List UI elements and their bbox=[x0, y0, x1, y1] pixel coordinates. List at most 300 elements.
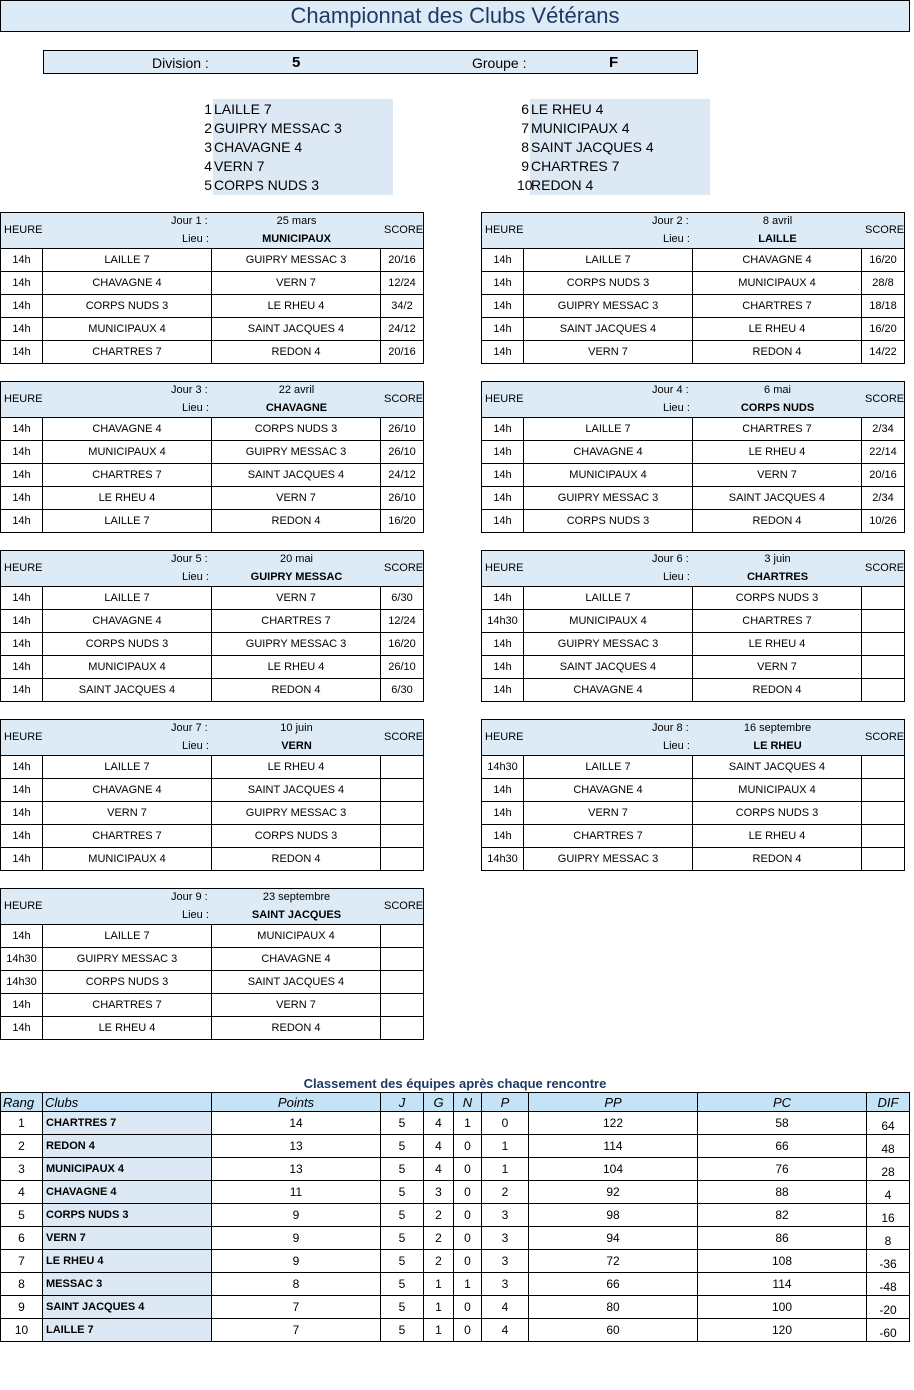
ranking-cell-won: 2 bbox=[424, 1227, 454, 1249]
match-time: 14h bbox=[482, 510, 524, 532]
ranking-cell-draw: 0 bbox=[454, 1319, 482, 1341]
match-score: 24/12 bbox=[388, 323, 416, 335]
match-time: 14h bbox=[482, 318, 524, 340]
ranking-cell-points-against: 86 bbox=[698, 1227, 867, 1249]
round-day: Jour 3 : bbox=[171, 384, 208, 396]
match-home-team: CORPS NUDS 3 bbox=[524, 272, 693, 294]
match-score: 26/10 bbox=[388, 446, 416, 458]
ranking-cell-difference: -20 bbox=[879, 1303, 897, 1317]
ranking-cell-played: 5 bbox=[381, 1227, 424, 1249]
ranking-cell-club: CORPS NUDS 3 bbox=[43, 1204, 212, 1226]
ranking-cell-won: 4 bbox=[424, 1158, 454, 1180]
match-home-team: CORPS NUDS 3 bbox=[524, 510, 693, 532]
team-list-item bbox=[204, 175, 320, 194]
ranking-cell-draw: 0 bbox=[454, 1227, 482, 1249]
match-time: 14h bbox=[482, 249, 524, 271]
match-score bbox=[862, 679, 904, 701]
ranking-cell-points-against: 120 bbox=[698, 1319, 867, 1341]
match-home-team: SAINT JACQUES 4 bbox=[524, 656, 693, 678]
match-time: 14h30 bbox=[1, 948, 43, 970]
match-score: 24/12 bbox=[388, 469, 416, 481]
match-row bbox=[481, 656, 905, 679]
ranking-cell-rank: 3 bbox=[1, 1158, 43, 1180]
round-venue: CHAVAGNE bbox=[265, 402, 328, 414]
match-score bbox=[381, 802, 423, 824]
round-table bbox=[0, 888, 424, 1041]
ranking-cell-lost: 3 bbox=[482, 1250, 529, 1272]
match-row bbox=[481, 802, 905, 825]
round-header bbox=[0, 212, 424, 249]
match-home-team: GUIPRY MESSAC 3 bbox=[524, 295, 693, 317]
team-number: 2 bbox=[204, 119, 212, 136]
match-time: 14h bbox=[1, 994, 43, 1016]
round-venue: SAINT JACQUES bbox=[251, 909, 342, 921]
match-row bbox=[481, 679, 905, 702]
match-time: 14h bbox=[482, 418, 524, 440]
match-home-team: GUIPRY MESSAC 3 bbox=[43, 948, 212, 970]
match-score: 12/24 bbox=[388, 277, 416, 289]
match-time: 14h bbox=[482, 587, 524, 609]
ranking-cell-lost: 4 bbox=[482, 1296, 529, 1318]
match-score: 10/26 bbox=[869, 515, 897, 527]
match-time: 14h bbox=[1, 510, 43, 532]
round-header bbox=[481, 550, 905, 587]
match-away-team: VERN 7 bbox=[693, 464, 862, 486]
round-day: Jour 6 : bbox=[652, 553, 689, 565]
ranking-cell-difference: 28 bbox=[881, 1165, 895, 1179]
team-number: 10 bbox=[517, 176, 533, 193]
ranking-cell-draw: 0 bbox=[454, 1296, 482, 1318]
match-row bbox=[481, 587, 905, 610]
round-header bbox=[0, 719, 424, 756]
ranking-cell-played: 5 bbox=[381, 1135, 424, 1157]
round-header bbox=[0, 888, 424, 925]
round-table bbox=[0, 212, 424, 365]
ranking-header-club: Clubs bbox=[43, 1093, 212, 1112]
team-name: LAILLE 7 bbox=[214, 100, 272, 117]
match-time: 14h bbox=[1, 848, 43, 870]
ranking-cell-points-for: 72 bbox=[529, 1250, 698, 1272]
match-home-team: CORPS NUDS 3 bbox=[43, 971, 212, 993]
match-time: 14h bbox=[482, 295, 524, 317]
round-day: Jour 7 : bbox=[171, 722, 208, 734]
ranking-row bbox=[0, 1112, 910, 1135]
ranking-cell-points: 9 bbox=[212, 1250, 381, 1272]
match-away-team: SAINT JACQUES 4 bbox=[212, 779, 381, 801]
match-score: 2/34 bbox=[872, 492, 894, 504]
round-day: Jour 1 : bbox=[171, 215, 208, 227]
ranking-cell-difference: -48 bbox=[879, 1280, 897, 1294]
ranking-cell-lost: 3 bbox=[482, 1227, 529, 1249]
ranking-cell-points-for: 92 bbox=[529, 1181, 698, 1203]
ranking-cell-lost: 1 bbox=[482, 1135, 529, 1157]
match-away-team: LE RHEU 4 bbox=[693, 633, 862, 655]
match-score: 6/30 bbox=[391, 684, 413, 696]
team-list-item bbox=[204, 118, 342, 137]
match-home-team: CHARTRES 7 bbox=[43, 464, 212, 486]
ranking-cell-lost: 0 bbox=[482, 1112, 529, 1134]
ranking-cell-club: MESSAC 3 bbox=[43, 1273, 212, 1295]
match-time: 14h bbox=[1, 318, 43, 340]
match-row bbox=[0, 971, 424, 994]
match-score bbox=[862, 587, 904, 609]
ranking-cell-club: CHARTRES 7 bbox=[43, 1112, 212, 1134]
round-header bbox=[481, 381, 905, 418]
ranking-cell-rank: 8 bbox=[1, 1273, 43, 1295]
ranking-header-lost: P bbox=[482, 1093, 529, 1112]
match-time: 14h bbox=[1, 587, 43, 609]
heure-label: HEURE bbox=[4, 562, 43, 574]
match-away-team: VERN 7 bbox=[693, 656, 862, 678]
team-list-left bbox=[204, 99, 393, 195]
match-time: 14h bbox=[1, 1017, 43, 1039]
heure-label: HEURE bbox=[4, 731, 43, 743]
match-home-team: LAILLE 7 bbox=[43, 925, 212, 947]
ranking-cell-rank: 9 bbox=[1, 1296, 43, 1318]
ranking-cell-points-for: 66 bbox=[529, 1273, 698, 1295]
heure-label: HEURE bbox=[485, 731, 524, 743]
match-score: 20/16 bbox=[388, 254, 416, 266]
ranking-cell-won: 1 bbox=[424, 1273, 454, 1295]
match-home-team: VERN 7 bbox=[524, 341, 693, 363]
match-time: 14h bbox=[1, 925, 43, 947]
match-home-team: LAILLE 7 bbox=[43, 510, 212, 532]
team-name: REDON 4 bbox=[531, 176, 594, 193]
ranking-title: Classement des équipes après chaque rencontre bbox=[303, 1076, 607, 1091]
match-row bbox=[481, 441, 905, 464]
match-away-team: MUNICIPAUX 4 bbox=[212, 925, 381, 947]
match-home-team: CHAVAGNE 4 bbox=[43, 418, 212, 440]
match-away-team: SAINT JACQUES 4 bbox=[212, 464, 381, 486]
match-row bbox=[0, 249, 424, 272]
team-name: CHAVAGNE 4 bbox=[214, 138, 303, 155]
lieu-label: Lieu : bbox=[182, 740, 209, 752]
match-away-team: REDON 4 bbox=[212, 510, 381, 532]
page-title bbox=[0, 0, 910, 32]
match-home-team: VERN 7 bbox=[43, 802, 212, 824]
match-time: 14h bbox=[482, 825, 524, 847]
ranking-cell-club: LAILLE 7 bbox=[43, 1319, 212, 1341]
match-home-team: SAINT JACQUES 4 bbox=[524, 318, 693, 340]
match-away-team: SAINT JACQUES 4 bbox=[212, 318, 381, 340]
team-name: VERN 7 bbox=[214, 157, 265, 174]
round-date: 22 avril bbox=[278, 384, 315, 396]
match-score bbox=[862, 802, 904, 824]
team-number: 6 bbox=[521, 100, 529, 117]
match-row bbox=[0, 779, 424, 802]
match-score: 22/14 bbox=[869, 446, 897, 458]
team-list-item bbox=[521, 118, 630, 137]
match-home-team: LAILLE 7 bbox=[524, 418, 693, 440]
lieu-label: Lieu : bbox=[182, 402, 209, 414]
team-name: SAINT JACQUES 4 bbox=[531, 138, 654, 155]
match-row bbox=[481, 341, 905, 364]
ranking-cell-difference: 64 bbox=[881, 1119, 895, 1133]
round-date: 6 mai bbox=[764, 384, 791, 396]
team-name: LE RHEU 4 bbox=[531, 100, 604, 117]
match-home-team: LE RHEU 4 bbox=[43, 1017, 212, 1039]
match-score bbox=[862, 825, 904, 847]
match-away-team: REDON 4 bbox=[212, 848, 381, 870]
lieu-label: Lieu : bbox=[663, 571, 690, 583]
match-time: 14h bbox=[482, 464, 524, 486]
lieu-label: Lieu : bbox=[182, 233, 209, 245]
match-time: 14h bbox=[482, 679, 524, 701]
ranking-cell-rank: 2 bbox=[1, 1135, 43, 1157]
match-time: 14h bbox=[1, 464, 43, 486]
match-away-team: CORPS NUDS 3 bbox=[212, 825, 381, 847]
match-away-team: CHARTRES 7 bbox=[693, 610, 862, 632]
match-away-team: VERN 7 bbox=[212, 994, 381, 1016]
match-row bbox=[481, 825, 905, 848]
heure-label: HEURE bbox=[4, 900, 43, 912]
lieu-label: Lieu : bbox=[182, 571, 209, 583]
match-row bbox=[0, 679, 424, 702]
ranking-cell-lost: 3 bbox=[482, 1273, 529, 1295]
ranking-cell-club: REDON 4 bbox=[43, 1135, 212, 1157]
ranking-cell-rank: 7 bbox=[1, 1250, 43, 1272]
ranking-cell-difference: -36 bbox=[879, 1257, 897, 1271]
match-row bbox=[481, 510, 905, 533]
match-away-team: VERN 7 bbox=[212, 272, 381, 294]
match-home-team: MUNICIPAUX 4 bbox=[524, 610, 693, 632]
match-time: 14h bbox=[1, 610, 43, 632]
match-row bbox=[0, 295, 424, 318]
ranking-cell-difference: -60 bbox=[879, 1326, 897, 1340]
match-time: 14h bbox=[1, 756, 43, 778]
match-score bbox=[862, 756, 904, 778]
match-score: 26/10 bbox=[388, 423, 416, 435]
match-row bbox=[0, 610, 424, 633]
match-score: 16/20 bbox=[869, 323, 897, 335]
match-away-team: GUIPRY MESSAC 3 bbox=[212, 802, 381, 824]
ranking-row bbox=[0, 1250, 910, 1273]
division-label: Division : bbox=[152, 55, 209, 71]
ranking-header-points: Points bbox=[212, 1093, 381, 1112]
team-list-item bbox=[204, 99, 272, 118]
ranking-cell-played: 5 bbox=[381, 1181, 424, 1203]
ranking-cell-won: 4 bbox=[424, 1112, 454, 1134]
match-away-team: REDON 4 bbox=[693, 341, 862, 363]
round-table bbox=[481, 381, 905, 534]
match-home-team: MUNICIPAUX 4 bbox=[43, 656, 212, 678]
ranking-cell-draw: 0 bbox=[454, 1250, 482, 1272]
match-time: 14h30 bbox=[482, 756, 524, 778]
round-venue: GUIPRY MESSAC bbox=[250, 571, 343, 583]
round-header bbox=[481, 719, 905, 756]
team-list-item bbox=[204, 156, 265, 175]
team-number: 7 bbox=[521, 119, 529, 136]
match-score bbox=[862, 848, 904, 870]
ranking-cell-difference: 16 bbox=[881, 1211, 895, 1225]
match-score bbox=[862, 779, 904, 801]
match-time: 14h bbox=[482, 272, 524, 294]
team-list-item bbox=[521, 99, 604, 118]
ranking-cell-points-for: 94 bbox=[529, 1227, 698, 1249]
ranking-cell-draw: 1 bbox=[454, 1112, 482, 1134]
match-away-team: LE RHEU 4 bbox=[212, 656, 381, 678]
match-away-team: REDON 4 bbox=[212, 1017, 381, 1039]
match-score bbox=[381, 825, 423, 847]
match-score: 16/20 bbox=[869, 254, 897, 266]
round-venue: CHARTRES bbox=[746, 571, 809, 583]
match-away-team: GUIPRY MESSAC 3 bbox=[212, 633, 381, 655]
match-score: 2/34 bbox=[872, 423, 894, 435]
match-row bbox=[0, 756, 424, 779]
ranking-cell-points-for: 80 bbox=[529, 1296, 698, 1318]
round-venue: VERN bbox=[281, 740, 312, 752]
match-row bbox=[481, 249, 905, 272]
round-table bbox=[481, 550, 905, 703]
match-time: 14h bbox=[1, 656, 43, 678]
match-row bbox=[0, 848, 424, 871]
match-row bbox=[0, 994, 424, 1017]
match-row bbox=[481, 756, 905, 779]
ranking-cell-rank: 5 bbox=[1, 1204, 43, 1226]
match-home-team: CHAVAGNE 4 bbox=[43, 610, 212, 632]
match-home-team: CHAVAGNE 4 bbox=[43, 779, 212, 801]
match-time: 14h30 bbox=[1, 971, 43, 993]
round-date: 8 avril bbox=[762, 215, 793, 227]
match-row bbox=[481, 295, 905, 318]
match-score bbox=[381, 925, 423, 947]
round-date: 25 mars bbox=[276, 215, 317, 227]
ranking-cell-club: MUNICIPAUX 4 bbox=[43, 1158, 212, 1180]
group-label: Groupe : bbox=[472, 55, 527, 71]
match-time: 14h bbox=[1, 825, 43, 847]
score-label: SCORE bbox=[865, 393, 905, 405]
match-time: 14h bbox=[482, 441, 524, 463]
match-time: 14h bbox=[1, 249, 43, 271]
match-away-team: REDON 4 bbox=[693, 679, 862, 701]
match-row bbox=[481, 272, 905, 295]
round-day: Jour 8 : bbox=[652, 722, 689, 734]
match-row bbox=[0, 633, 424, 656]
heure-label: HEURE bbox=[485, 393, 524, 405]
match-time: 14h bbox=[1, 779, 43, 801]
match-score bbox=[381, 756, 423, 778]
team-name: CHARTRES 7 bbox=[531, 157, 620, 174]
match-home-team: CHAVAGNE 4 bbox=[524, 779, 693, 801]
ranking-cell-difference: 4 bbox=[884, 1188, 892, 1202]
match-time: 14h30 bbox=[482, 848, 524, 870]
match-away-team: REDON 4 bbox=[212, 341, 381, 363]
heure-label: HEURE bbox=[485, 224, 524, 236]
match-away-team: CORPS NUDS 3 bbox=[693, 802, 862, 824]
ranking-cell-points-against: 88 bbox=[698, 1181, 867, 1203]
match-home-team: LAILLE 7 bbox=[524, 756, 693, 778]
match-row bbox=[481, 610, 905, 633]
match-score bbox=[381, 779, 423, 801]
round-day: Jour 9 : bbox=[171, 891, 208, 903]
match-row bbox=[481, 418, 905, 441]
match-score bbox=[381, 971, 423, 993]
match-row bbox=[0, 587, 424, 610]
match-away-team: SAINT JACQUES 4 bbox=[212, 971, 381, 993]
match-home-team: MUNICIPAUX 4 bbox=[43, 441, 212, 463]
ranking-cell-points: 11 bbox=[212, 1181, 381, 1203]
round-table bbox=[0, 550, 424, 703]
round-header bbox=[0, 550, 424, 587]
score-label: SCORE bbox=[865, 562, 905, 574]
ranking-cell-won: 4 bbox=[424, 1135, 454, 1157]
match-home-team: CHARTRES 7 bbox=[43, 341, 212, 363]
ranking-cell-won: 1 bbox=[424, 1296, 454, 1318]
ranking-row bbox=[0, 1227, 910, 1250]
round-header bbox=[481, 212, 905, 249]
match-away-team: LE RHEU 4 bbox=[693, 318, 862, 340]
match-time: 14h bbox=[1, 341, 43, 363]
ranking-cell-played: 5 bbox=[381, 1319, 424, 1341]
match-score bbox=[862, 656, 904, 678]
match-away-team: SAINT JACQUES 4 bbox=[693, 487, 862, 509]
match-score: 6/30 bbox=[391, 592, 413, 604]
ranking-cell-won: 1 bbox=[424, 1319, 454, 1341]
division-bar bbox=[43, 50, 698, 74]
round-date: 16 septembre bbox=[743, 722, 812, 734]
ranking-cell-points-against: 82 bbox=[698, 1204, 867, 1226]
ranking-cell-club: SAINT JACQUES 4 bbox=[43, 1296, 212, 1318]
match-home-team: LAILLE 7 bbox=[43, 587, 212, 609]
ranking-cell-points: 13 bbox=[212, 1135, 381, 1157]
match-score: 34/2 bbox=[391, 300, 413, 312]
match-home-team: VERN 7 bbox=[524, 802, 693, 824]
match-score bbox=[862, 610, 904, 632]
match-away-team: SAINT JACQUES 4 bbox=[693, 756, 862, 778]
match-time: 14h bbox=[1, 633, 43, 655]
ranking-cell-draw: 0 bbox=[454, 1135, 482, 1157]
team-list-item bbox=[521, 137, 654, 156]
round-venue: LAILLE bbox=[758, 233, 797, 245]
match-time: 14h bbox=[1, 295, 43, 317]
round-date: 10 juin bbox=[280, 722, 313, 734]
ranking-cell-rank: 10 bbox=[1, 1319, 43, 1341]
match-home-team: CHARTRES 7 bbox=[43, 825, 212, 847]
ranking-cell-draw: 0 bbox=[454, 1204, 482, 1226]
match-home-team: LAILLE 7 bbox=[524, 587, 693, 609]
round-table bbox=[481, 212, 905, 365]
score-label: SCORE bbox=[384, 900, 424, 912]
score-label: SCORE bbox=[384, 393, 424, 405]
ranking-cell-club: CHAVAGNE 4 bbox=[43, 1181, 212, 1203]
match-away-team: CHARTRES 7 bbox=[212, 610, 381, 632]
match-time: 14h bbox=[1, 441, 43, 463]
match-row bbox=[481, 318, 905, 341]
match-away-team: VERN 7 bbox=[212, 587, 381, 609]
ranking-cell-played: 5 bbox=[381, 1296, 424, 1318]
match-away-team: CHAVAGNE 4 bbox=[212, 948, 381, 970]
match-score: 12/24 bbox=[388, 615, 416, 627]
ranking-header-rank: Rang bbox=[1, 1093, 43, 1112]
match-score bbox=[381, 848, 423, 870]
ranking-header-draw: N bbox=[454, 1093, 482, 1112]
ranking-cell-points-for: 104 bbox=[529, 1158, 698, 1180]
ranking-cell-won: 3 bbox=[424, 1181, 454, 1203]
match-home-team: CORPS NUDS 3 bbox=[43, 295, 212, 317]
match-away-team: CHAVAGNE 4 bbox=[693, 249, 862, 271]
match-away-team: CORPS NUDS 3 bbox=[693, 587, 862, 609]
heure-label: HEURE bbox=[485, 562, 524, 574]
match-row bbox=[0, 418, 424, 441]
match-score bbox=[381, 994, 423, 1016]
match-home-team: LAILLE 7 bbox=[43, 249, 212, 271]
ranking-cell-draw: 0 bbox=[454, 1158, 482, 1180]
match-home-team: LAILLE 7 bbox=[524, 249, 693, 271]
team-name: CORPS NUDS 3 bbox=[214, 176, 320, 193]
match-home-team: CHARTRES 7 bbox=[524, 825, 693, 847]
match-away-team: LE RHEU 4 bbox=[693, 825, 862, 847]
ranking-cell-points-for: 114 bbox=[529, 1135, 698, 1157]
